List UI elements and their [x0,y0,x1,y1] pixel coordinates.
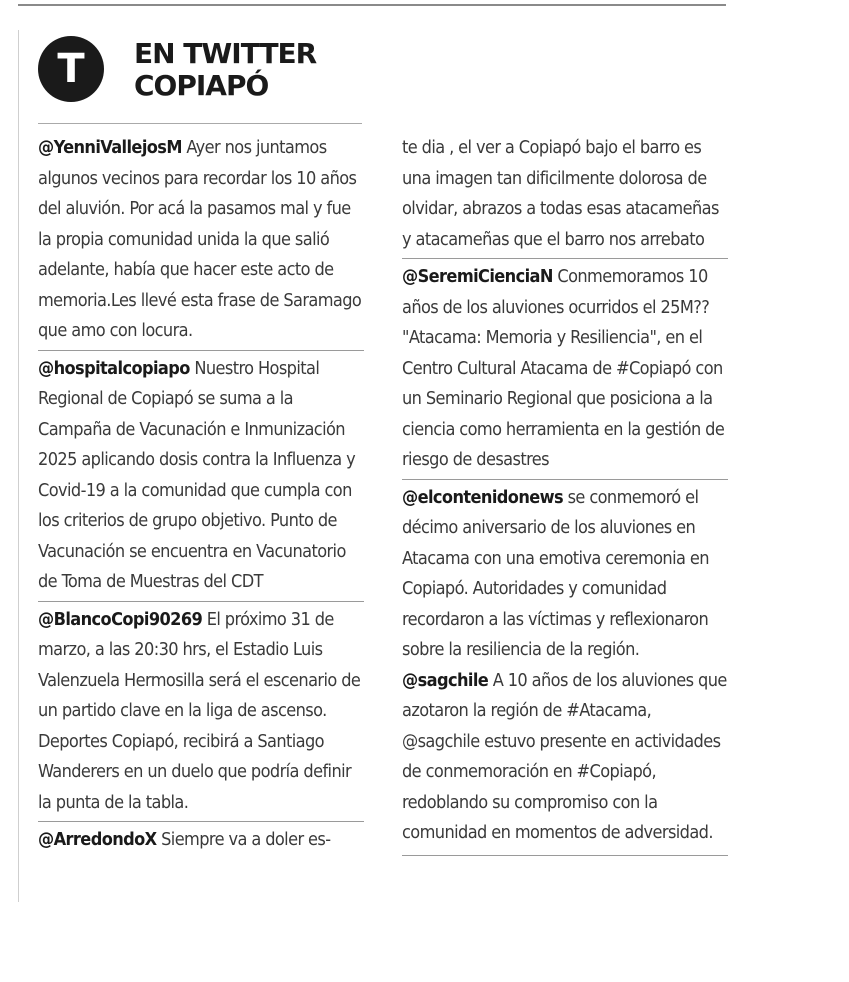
tweet-text: Siempre va a doler es- [161,829,331,850]
header-rule [38,123,362,124]
tweet-arredondox-continued [402,133,728,258]
left-column-rule [18,30,19,902]
tweet-text: El próximo 31 de marzo, a las 20:30 hrs, el Estadio Luis Valenzuela Hermosilla será el escenario de un partido clave en la liga de ascenso. Deportes Copiapó, recibirá a Santiago Wanderers en un duelo que podría definir la punta de la tabla. [38,608,361,813]
tweet-handle-sagchile[interactable]: @sagchile [402,669,489,691]
tweet-blancocopi90269 [38,601,364,822]
tweet-handle[interactable]: @ArredondoX [38,829,157,850]
section-title [134,38,374,102]
tweet-handle[interactable]: @SeremiCienciaN [402,266,553,287]
column-left [38,133,364,859]
tweet-handle[interactable]: @hospitalcopiapo [38,357,190,379]
tweet-text: Nuestro Hospital Regional de Copiapó se suma a la Campaña de Vacunación e Inmunización 2025 aplicando dosis contra la Influenza y Covid-19 a la comunidad que cumpla con los criterios de grupo objetivo. Punto de Vacunación se encuentra en Vacunatorio de Toma de Muestras del CDT [38,357,356,592]
tweet-handle[interactable]: @elcontenidonews [402,486,564,508]
tweet-hospitalcopiapo [38,350,364,601]
tweet-yennivallejosm [38,133,364,350]
icon-letter: T [57,46,85,92]
tweet-text: Ayer nos juntamos algunos vecinos para recordar los 10 años del aluvión. Por acá la pasamos mal y fue la propia comunidad unida la que salió adelante, había que hacer este acto de memoria.Les llevé esta frase de Saramago que amo con locura. [38,137,362,341]
column-right [402,133,728,856]
tweet-text: Conmemoramos 10 años de los aluviones ocurridos el 25M?? "Atacama: Memoria y Resiliencia", en el Centro Cultural Atacama de #Copiapó con un Seminario Regional que posiciona a la ciencia como herramienta en la gestión de riesgo de desastres [402,266,725,470]
tweet-text-sagchile: A 10 años de los aluviones que azotaron la región de #Atacama, @sagchile estuvo presente en actividades de conmemoración en #Copiapó, redoblando su compromiso con la comunidad en momentos de adversidad. [402,669,727,843]
top-rule [18,4,726,6]
section-title-line2: COPIAPÓ [134,69,269,102]
section-title-line1: EN TWITTER [134,37,317,70]
tweet-elcontenidonews [402,479,728,856]
twitter-t-icon [38,36,104,102]
tweet-text: se conmemoró el décimo aniversario de los aluviones en Atacama con una emotiva ceremonia en Copiapó. Autoridades y comunidad recordaron a las víctimas y reflexionaron sobre la resiliencia de la región. [402,486,709,660]
tweet-arredondox [38,821,364,859]
tweet-handle[interactable]: @BlancoCopi90269 [38,608,203,630]
tweet-seremiciencian [402,258,728,479]
tweet-text-continuation: te dia , el ver a Copiapó bajo el barro es una imagen tan dificilmente dolorosa de olvidar, abrazos a todas esas atacameñas y atacameñas que el barro nos arrebato [402,137,719,250]
tweet-handle[interactable]: @YenniVallejosM [38,137,182,158]
